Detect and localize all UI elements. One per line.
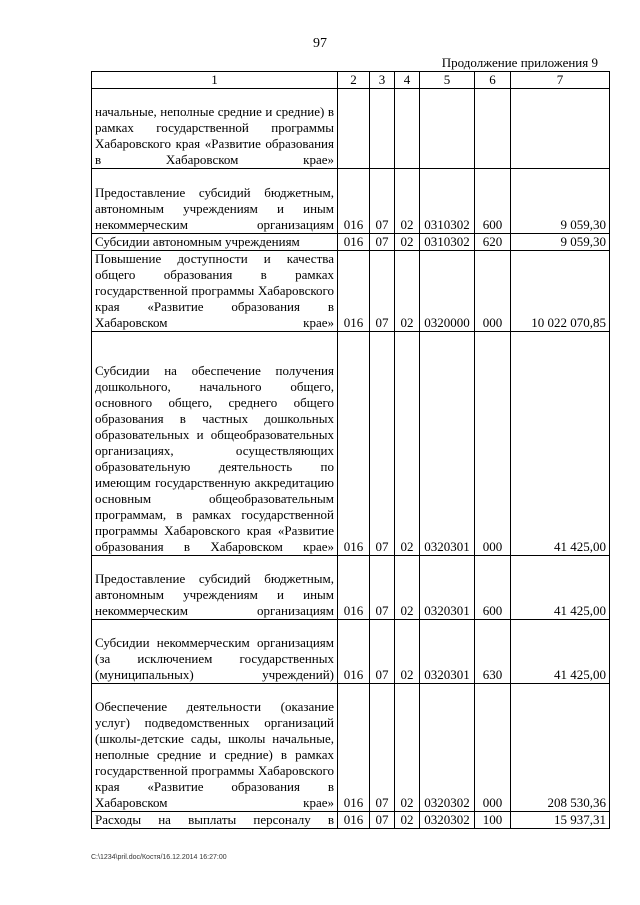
column-header-4: 4 — [395, 72, 420, 89]
row-name: Обеспечение деятельности (оказание услуг) подведомственных организаций (школы-детские сады, школы начальные, неполные средние и средние) в рамках государственной программы Хабаровского края «Развитие образования в Хабаровском крае» — [92, 684, 338, 812]
cell-expense-type: 000 — [475, 684, 511, 812]
cell-subsection: 02 — [395, 684, 420, 812]
cell-target-article: 0320000 — [420, 251, 475, 332]
cell-subsection: 02 — [395, 620, 420, 684]
cell-target-article: 0320301 — [420, 620, 475, 684]
table-row — [92, 251, 610, 332]
appendix-continuation-label: Продолжение приложения 9 — [441, 55, 598, 70]
cell-section: 07 — [370, 332, 395, 556]
row-name: Предоставление субсидий бюджетным, автономным учреждениям и иным некоммерческим организациям — [92, 169, 338, 234]
cell-target-article: 0320301 — [420, 332, 475, 556]
cell-ministry: 016 — [338, 251, 370, 332]
cell-target-article: 0310302 — [420, 169, 475, 234]
column-header-3: 3 — [370, 72, 395, 89]
cell-ministry: 016 — [338, 169, 370, 234]
cell-amount — [511, 89, 610, 169]
cell-ministry: 016 — [338, 684, 370, 812]
cell-target-article: 0320301 — [420, 556, 475, 620]
cell-expense-type — [475, 89, 511, 169]
table-row — [92, 684, 610, 812]
cell-amount: 9 059,30 — [511, 234, 610, 251]
cell-expense-type: 630 — [475, 620, 511, 684]
cell-expense-type: 000 — [475, 332, 511, 556]
cell-ministry: 016 — [338, 332, 370, 556]
cell-ministry: 016 — [338, 812, 370, 829]
table-row — [92, 89, 610, 169]
table-row — [92, 812, 610, 829]
cell-amount: 41 425,00 — [511, 620, 610, 684]
cell-amount: 41 425,00 — [511, 332, 610, 556]
cell-subsection: 02 — [395, 234, 420, 251]
cell-ministry: 016 — [338, 234, 370, 251]
cell-section: 07 — [370, 812, 395, 829]
cell-amount: 10 022 070,85 — [511, 251, 610, 332]
cell-section: 07 — [370, 620, 395, 684]
cell-subsection: 02 — [395, 251, 420, 332]
page-number: 97 — [313, 36, 327, 51]
cell-expense-type: 100 — [475, 812, 511, 829]
table-row — [92, 556, 610, 620]
cell-ministry: 016 — [338, 620, 370, 684]
cell-target-article: 0310302 — [420, 234, 475, 251]
row-name: Предоставление субсидий бюджетным, автономным учреждениям и иным некоммерческим организациям — [92, 556, 338, 620]
cell-section: 07 — [370, 684, 395, 812]
cell-section: 07 — [370, 251, 395, 332]
row-name: начальные, неполные средние и средние) в рамках государственной программы Хабаровского края «Развитие образования в Хабаровском крае» — [92, 89, 338, 169]
cell-subsection: 02 — [395, 812, 420, 829]
cell-target-article: 0320302 — [420, 684, 475, 812]
cell-expense-type: 620 — [475, 234, 511, 251]
cell-subsection: 02 — [395, 556, 420, 620]
column-header-6: 6 — [475, 72, 511, 89]
column-header-7: 7 — [511, 72, 610, 89]
cell-amount: 208 530,36 — [511, 684, 610, 812]
cell-subsection: 02 — [395, 332, 420, 556]
column-header-5: 5 — [420, 72, 475, 89]
cell-subsection — [395, 89, 420, 169]
cell-ministry: 016 — [338, 556, 370, 620]
file-path-footer: C:\1234\pril.doc/Костя/16.12.2014 16:27:00 — [91, 854, 227, 861]
cell-subsection: 02 — [395, 169, 420, 234]
cell-target-article: 0320302 — [420, 812, 475, 829]
row-name: Субсидии автономным учреждениям — [92, 234, 338, 251]
cell-section: 07 — [370, 234, 395, 251]
table-row — [92, 169, 610, 234]
cell-amount: 41 425,00 — [511, 556, 610, 620]
cell-target-article — [420, 89, 475, 169]
column-header-1: 1 — [92, 72, 338, 89]
row-name: Повышение доступности и качества общего образования в рамках государственной программы Хабаровского края «Развитие образования в Хабаровском крае» — [92, 251, 338, 332]
cell-expense-type: 600 — [475, 169, 511, 234]
table-row — [92, 620, 610, 684]
cell-section — [370, 89, 395, 169]
cell-amount: 9 059,30 — [511, 169, 610, 234]
table-row — [92, 234, 610, 251]
budget-table — [91, 71, 610, 829]
cell-expense-type: 000 — [475, 251, 511, 332]
cell-expense-type: 600 — [475, 556, 511, 620]
cell-ministry — [338, 89, 370, 169]
cell-section: 07 — [370, 556, 395, 620]
row-name: Расходы на выплаты персоналу в — [92, 812, 338, 829]
row-name: Субсидии на обеспечение получения дошкольного, начального общего, основного общего, среднего общего образования в частных дошкольных образовательных и общеобразовательных организациях, осуществляющих образовательную деятельность по имеющим государственную аккредитацию основным общеобразовательным программам, в рамках государственной программы Хабаровского края «Развитие образования в Хабаровском крае» — [92, 332, 338, 556]
table-row — [92, 332, 610, 556]
column-header-2: 2 — [338, 72, 370, 89]
table-header-row — [92, 72, 610, 89]
row-name: Субсидии некоммерческим организациям (за исключением государственных (муниципальных) учреждений) — [92, 620, 338, 684]
cell-amount: 15 937,31 — [511, 812, 610, 829]
cell-section: 07 — [370, 169, 395, 234]
